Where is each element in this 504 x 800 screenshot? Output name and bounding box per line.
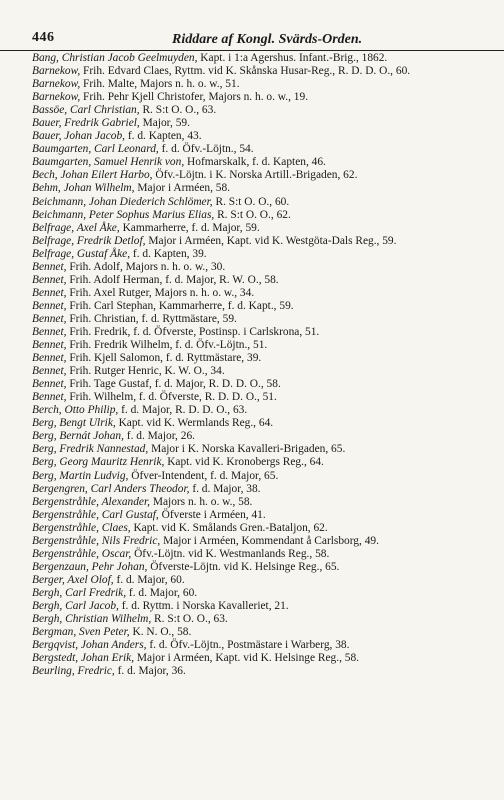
entry-detail: Frih. Wilhelm, f. d. Öfverste, R. D. D. O., 51. — [66, 391, 277, 404]
entry-name: Bennet, — [32, 391, 67, 404]
entry-name: Bergenzaun, Pehr Johan, — [32, 560, 148, 573]
entry-detail: Major i Arméen, Kapt. vid K. Helsinge Reg., 58. — [134, 652, 360, 665]
entry-name: Bennet, — [32, 312, 67, 325]
entry-name: Bauer, Fredrik Gabriel, — [32, 117, 140, 130]
entry-name: Bassöe, Carl Christian, — [32, 104, 140, 117]
entry-name: Bergstedt, Johan Erik, — [32, 652, 135, 665]
entry-detail: Öfverste-Löjtn. vid K. Helsinge Reg., 65. — [147, 560, 340, 573]
entry-name: Bergenstråhle, Claes, — [32, 521, 131, 534]
entry-detail: Frih. Tage Gustaf, f. d. Major, R. D. D. O., 58. — [66, 378, 281, 391]
entry-name: Belfrage, Gustaf Åke, — [32, 247, 131, 260]
list-item — [32, 130, 482, 143]
entry-detail: f. d. Öfv.-Löjtn., 54. — [158, 143, 254, 156]
entry-name: Bennet, — [32, 325, 67, 338]
entry-name: Berg, Bengt Ulrik, — [32, 417, 116, 430]
entry-detail: R. S:t O. O., 63. — [151, 613, 228, 626]
list-item — [32, 365, 482, 378]
entry-name: Belfrage, Axel Åke, — [32, 221, 120, 234]
list-item — [32, 52, 482, 65]
list-item — [32, 248, 482, 261]
entry-detail: f. d. Major, 38. — [189, 482, 261, 495]
entry-name: Bennet, — [32, 378, 67, 391]
list-item — [32, 104, 482, 117]
entry-name: Bergh, Christian Wilhelm, — [32, 613, 152, 626]
list-item — [32, 339, 482, 352]
entry-detail: f. d. Kapten, 39. — [130, 247, 207, 260]
list-item — [32, 665, 482, 678]
entry-name: Bergh, Carl Jacob, — [32, 599, 119, 612]
entry-name: Beichmann, Peter Sophus Marius Elias, — [32, 208, 215, 221]
entry-detail: f. d. Ryttm. i Norska Kavalleriet, 21. — [118, 599, 289, 612]
entry-detail: Frih. Pehr Kjell Christofer, Majors n. h. o. w., 19. — [80, 91, 309, 104]
list-item — [32, 326, 482, 339]
list-item — [32, 117, 482, 130]
list-item — [32, 287, 482, 300]
entry-detail: Major i Arméen, Kapt. vid K. Westgöta-Dals Reg., 59. — [145, 234, 397, 247]
entry-name: Bergenstråhle, Alexander, — [32, 495, 150, 508]
list-item — [32, 548, 482, 561]
list-item — [32, 352, 482, 365]
entry-detail: Major i Arméen, Kommendant å Carlsborg, 49. — [160, 534, 379, 547]
entry-name: Berg, Bernát Johan, — [32, 430, 124, 443]
list-item — [32, 222, 482, 235]
list-item — [32, 652, 482, 665]
entry-name: Belfrage, Fredrik Detlof, — [32, 234, 146, 247]
entry-detail: Frih. Kjell Salomon, f. d. Ryttmästare, 39. — [66, 352, 262, 365]
list-item — [32, 509, 482, 522]
list-item — [32, 496, 482, 509]
list-item — [32, 182, 482, 195]
entry-detail: Öfv.-Löjtn. vid K. Westmanlands Reg., 58. — [131, 547, 330, 560]
list-item — [32, 587, 482, 600]
entry-name: Barnekow, — [32, 78, 81, 91]
list-item — [32, 300, 482, 313]
entry-detail: Frih. Rutger Henric, K. W. O., 34. — [66, 365, 225, 378]
page-header — [32, 0, 482, 47]
list-item — [32, 639, 482, 652]
entry-name: Bergengren, Carl Anders Theodor, — [32, 482, 190, 495]
list-item — [32, 600, 482, 613]
entry-detail: Frih. Adolf Herman, f. d. Major, R. W. O., 58. — [66, 273, 279, 286]
list-item — [32, 613, 482, 626]
list-item — [32, 574, 482, 587]
entry-name: Beurling, Fredric, — [32, 665, 115, 678]
entry-detail: Kapt. i 1:a Agershus. Infant.-Brig., 1862. — [197, 52, 388, 64]
list-item — [32, 78, 482, 91]
entry-name: Bennet, — [32, 260, 67, 273]
entry-name: Bergman, Sven Peter, — [32, 626, 130, 639]
entry-detail: Kammarherre, f. d. Major, 59. — [119, 221, 260, 234]
list-item — [32, 156, 482, 169]
entry-detail: K. N. O., 58. — [129, 626, 192, 639]
entry-name: Barnekow, — [32, 65, 81, 78]
list-item — [32, 91, 482, 104]
entry-detail: Kapt. vid K. Smålands Gren.-Bataljon, 62. — [130, 521, 328, 534]
list-item — [32, 235, 482, 248]
entry-detail: f. d. Öfv.-Löjtn., Postmästare i Warberg, 38. — [146, 639, 350, 652]
entry-name: Bergenstråhle, Carl Gustaf, — [32, 508, 159, 521]
list-item — [32, 313, 482, 326]
entry-name: Berg, Georg Mauritz Henrik, — [32, 456, 165, 469]
entry-name: Bennet, — [32, 286, 67, 299]
entry-detail: f. d. Major, R. D. D. O., 63. — [118, 404, 248, 417]
entry-detail: Major, 59. — [139, 117, 190, 130]
list-item — [32, 561, 482, 574]
entry-name: Barnekow, — [32, 91, 81, 104]
entry-name: Bennet, — [32, 352, 67, 365]
list-item — [32, 417, 482, 430]
entry-name: Bergenstråhle, Nils Fredric, — [32, 534, 161, 547]
entry-name: Berger, Axel Olof, — [32, 573, 114, 586]
entry-detail: Öfverste i Arméen, 41. — [158, 508, 266, 521]
list-item — [32, 209, 482, 222]
entry-name: Bauer, Johan Jacob, — [32, 130, 125, 143]
entry-detail: Öfver-Intendent, f. d. Major, 65. — [128, 469, 279, 482]
list-item — [32, 196, 482, 209]
entry-detail: Kapt. vid K. Kronobergs Reg., 64. — [164, 456, 324, 469]
list-item — [32, 430, 482, 443]
list-item — [32, 378, 482, 391]
entry-detail: Frih. Axel Rutger, Majors n. h. o. w., 34. — [66, 286, 255, 299]
entry-name: Bergh, Carl Fredrik, — [32, 586, 127, 599]
entry-detail: Frih. Adolf, Majors n. h. o. w., 30. — [66, 260, 226, 273]
list-item — [32, 404, 482, 417]
list-item — [32, 535, 482, 548]
list-item — [32, 143, 482, 156]
running-title: Riddare af Kongl. Svärds-Orden. — [172, 32, 363, 47]
entry-detail: Major i K. Norska Kavalleri-Brigaden, 65. — [148, 443, 346, 456]
entry-name: Bang, Christian Jacob Geelmuyden, — [32, 52, 198, 64]
entry-name: Bennet, — [32, 299, 67, 312]
list-item — [32, 522, 482, 535]
list-item — [32, 65, 482, 78]
entry-name: Behm, Johan Wilhelm, — [32, 182, 135, 195]
entry-detail: R. S:t O. O., 63. — [139, 104, 217, 117]
entry-detail: Hofmarskalk, f. d. Kapten, 46. — [184, 156, 326, 169]
entry-name: Bech, Johan Eilert Harbo, — [32, 169, 153, 182]
entry-detail: f. d. Major, 60. — [126, 586, 198, 599]
entry-detail: Frih. Carl Stephan, Kammarherre, f. d. Kapt., 59. — [66, 299, 294, 312]
entry-detail: Majors n. h. o. w., 58. — [150, 495, 253, 508]
entry-name: Berg, Martin Ludvig, — [32, 469, 129, 482]
list-item — [32, 169, 482, 182]
entry-detail: f. d. Major, 26. — [123, 430, 195, 443]
entry-detail: f. d. Kapten, 43. — [125, 130, 202, 143]
entry-detail: Frih. Malte, Majors n. h. o. w., 51. — [80, 78, 240, 91]
entry-name: Bergqvist, Johan Anders, — [32, 639, 147, 652]
entry-name: Bergenstråhle, Oscar, — [32, 547, 132, 560]
header-rule — [0, 50, 504, 51]
list-item — [32, 261, 482, 274]
entry-name: Baumgarten, Samuel Henrik von, — [32, 156, 185, 169]
entry-detail: Frih. Edvard Claes, Ryttm. vid K. Skånska Husar-Reg., R. D. D. O., 60. — [80, 65, 411, 78]
entry-name: Berg, Fredrik Nannestad, — [32, 443, 149, 456]
entry-detail: Frih. Fredrik Wilhelm, f. d. Öfv.-Löjtn., 51. — [66, 339, 268, 352]
entry-detail: Major i Arméen, 58. — [134, 182, 231, 195]
entry-detail: R. S:t O. O., 62. — [214, 208, 291, 221]
entry-detail: Frih. Christian, f. d. Ryttmästare, 59. — [66, 312, 237, 325]
list-item — [32, 470, 482, 483]
list-item — [32, 483, 482, 496]
list-item — [32, 456, 482, 469]
list-item — [32, 626, 482, 639]
entry-detail: Kapt. vid K. Wermlands Reg., 64. — [115, 417, 274, 430]
entry-name: Bennet, — [32, 365, 67, 378]
entry-name: Beichmann, Johan Diederich Schlömer, — [32, 195, 213, 208]
list-item — [32, 274, 482, 287]
list-item — [32, 391, 482, 404]
entry-detail: Öfv.-Löjtn. i K. Norska Artill.-Brigaden, 62. — [152, 169, 358, 182]
entry-detail: f. d. Major, 36. — [114, 665, 186, 678]
page-number: 446 — [32, 30, 55, 45]
entry-detail: Frih. Fredrik, f. d. Öfverste, Postinsp. i Carlskrona, 51. — [66, 325, 320, 338]
entry-name: Berch, Otto Philip, — [32, 404, 119, 417]
entry-detail: R. S:t O. O., 60. — [212, 195, 290, 208]
entry-name: Baumgarten, Carl Leonard, — [32, 143, 159, 156]
entry-name: Bennet, — [32, 339, 67, 352]
list-item — [32, 443, 482, 456]
entry-name: Bennet, — [32, 273, 67, 286]
entry-detail: f. d. Major, 60. — [113, 573, 185, 586]
entry-list — [32, 52, 482, 678]
